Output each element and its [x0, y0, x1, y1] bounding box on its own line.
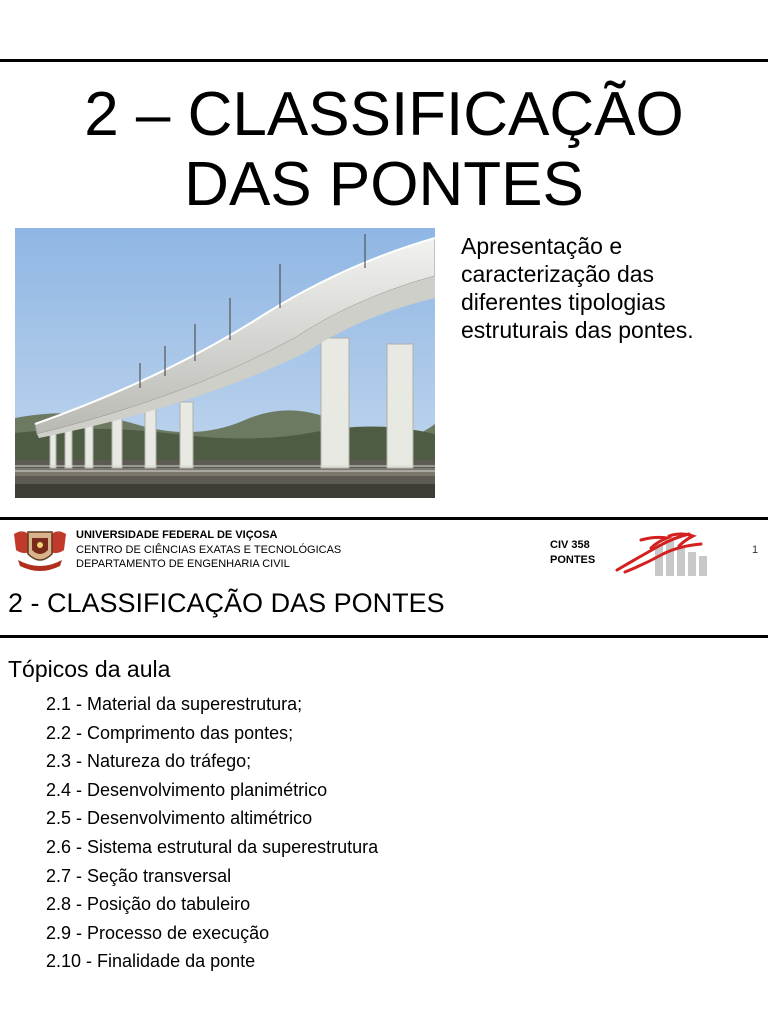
slide-divider-rule [0, 517, 768, 520]
department-name: DEPARTAMENTO DE ENGENHARIA CIVIL [76, 558, 290, 570]
university-info [76, 528, 341, 572]
topics-list [46, 690, 378, 976]
section-title: 2 - CLASSIFICAÇÃO DAS PONTES [8, 588, 445, 618]
university-name: UNIVERSIDADE FEDERAL DE VIÇOSA [76, 529, 278, 541]
topic-item: 2.9 - Processo de execução [46, 922, 270, 943]
title-line-2: DAS PONTES [184, 150, 584, 219]
topic-item: 2.8 - Posição do tabuleiro [46, 894, 251, 915]
subtitle-rule [0, 635, 768, 638]
course-name: PONTES [550, 554, 596, 566]
center-name: CENTRO DE CIÊNCIAS EXATAS E TECNOLÓGICAS [76, 543, 342, 556]
topic-item: 2.7 - Seção transversal [46, 865, 232, 886]
topic-item: 2.4 - Desenvolvimento planimétrico [46, 779, 328, 800]
topics-heading: Tópicos da aula [8, 656, 171, 682]
page-title [0, 80, 768, 220]
topic-item: 2.6 - Sistema estrutural da superestrutura [46, 836, 379, 857]
title-line-1: 2 – CLASSIFICAÇÃO [84, 80, 684, 149]
slide-description: Apresentação e caracterização das diferentes tipologias estruturais das pontes. [461, 233, 694, 343]
page-number: 1 [752, 544, 759, 556]
topic-item: 2.1 - Material da superestrutura; [46, 694, 303, 714]
topic-item: 2.10 - Finalidade da ponte [46, 951, 256, 972]
course-code: CIV 358 [550, 539, 590, 551]
bridge-photo [15, 228, 435, 498]
topic-item: 2.3 - Natureza do tráfego; [46, 751, 252, 772]
topic-item: 2.5 - Desenvolvimento altimétrico [46, 808, 313, 829]
department-logo [611, 526, 714, 576]
course-info [550, 538, 595, 568]
top-rule [0, 59, 768, 62]
topic-item: 2.2 - Comprimento das pontes; [46, 722, 294, 743]
university-crest-logo [10, 526, 70, 574]
